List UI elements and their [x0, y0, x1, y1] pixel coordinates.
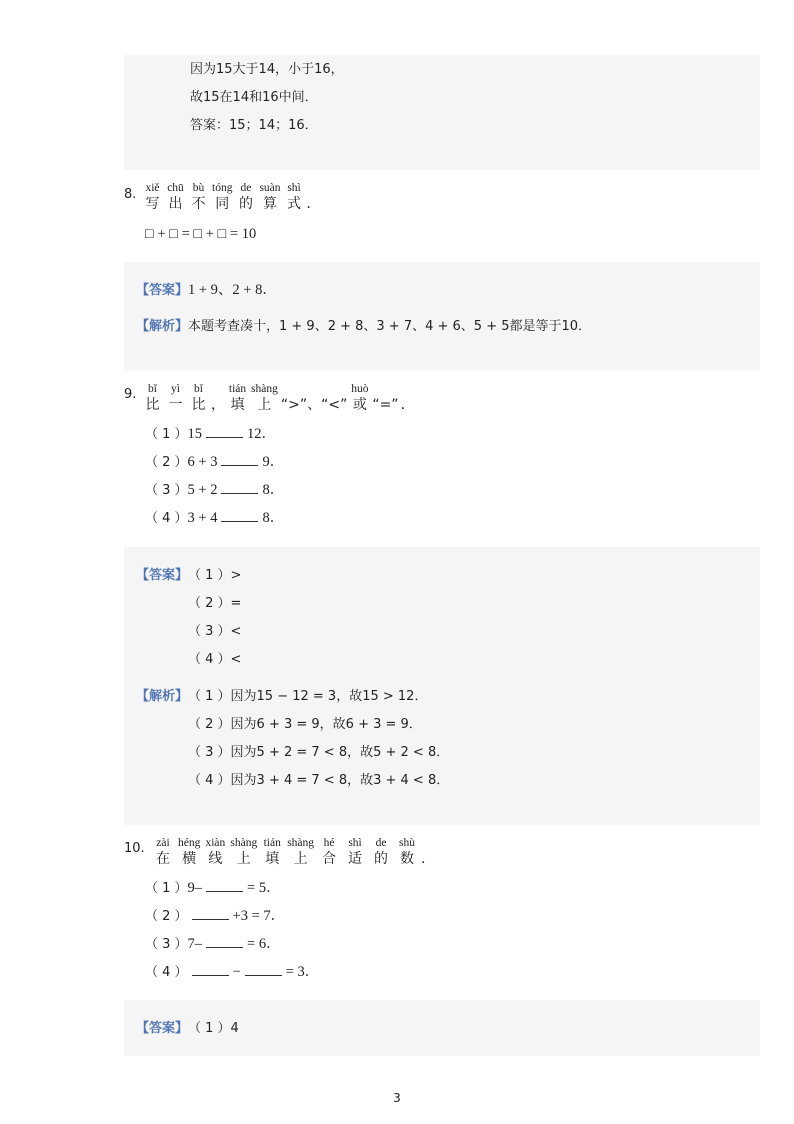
pinyin: tóng [212, 182, 233, 194]
punctuation [210, 382, 226, 414]
hanzi: 上 [257, 397, 272, 413]
question-item [145, 480, 284, 500]
analysis-text: （ 3 ）因为5 + 2 = 7 < 8，故5 + 2 < 8． [188, 745, 450, 760]
pinyin-char [257, 181, 282, 213]
pinyin: tián [228, 383, 247, 395]
pinyin-char [210, 181, 234, 213]
answer-blank [221, 510, 258, 522]
item-expression: = 6． [247, 936, 281, 952]
punctuation [306, 181, 322, 213]
pinyin: de [375, 837, 387, 849]
pinyin-char [234, 181, 257, 213]
answer-line [136, 1019, 239, 1039]
pinyin-char [176, 836, 202, 868]
hanzi: ， [211, 397, 225, 413]
item-expression: = 3． [285, 964, 320, 980]
hanzi: 写 [145, 196, 160, 212]
pinyin-char [368, 836, 394, 868]
answer-blank [206, 936, 243, 948]
answer-blank [245, 964, 282, 976]
item-label: （ 3 ） [145, 483, 188, 498]
hanzi: 一 [168, 397, 183, 413]
item-expression: 9– [187, 880, 203, 896]
pinyin-char [164, 382, 187, 414]
pinyin-char [187, 181, 210, 213]
comparison-symbols [371, 382, 399, 414]
hanzi: ． [421, 851, 436, 867]
analysis-line [136, 687, 427, 707]
analysis-line [136, 317, 591, 337]
hanzi: 上 [236, 851, 251, 867]
hanzi: 比 [191, 397, 206, 413]
pinyin-char [150, 836, 176, 868]
pinyin: shàng [230, 837, 258, 849]
hanzi: 或 [352, 397, 367, 413]
item-label: （ 1 ） [145, 427, 188, 442]
answer-blank [206, 426, 243, 438]
hanzi: 的 [238, 196, 253, 212]
hanzi: 算 [263, 196, 277, 212]
question-title-pinyin [141, 382, 416, 414]
pinyin: suàn [259, 182, 281, 194]
answer-blank [221, 454, 258, 466]
pinyin-char [187, 382, 210, 414]
pinyin-char [316, 836, 342, 868]
pinyin-char [164, 181, 187, 213]
pinyin: xiàn [205, 837, 226, 849]
question-item [145, 452, 284, 472]
answer-text: （ 3 ）< [188, 624, 242, 639]
question-item [145, 934, 281, 954]
item-expression: +3 = 7． [232, 908, 286, 924]
analysis-text: （ 2 ）因为6 + 3 = 9，故6 + 3 = 9． [188, 717, 422, 732]
pinyin: xiě [145, 182, 160, 194]
hanzi: 填 [265, 851, 280, 867]
question-item [145, 508, 284, 528]
answer-blank [192, 964, 229, 976]
pinyin-char [342, 836, 368, 868]
item-label: （ 3 ） [145, 937, 188, 952]
pinyin-char [141, 382, 164, 414]
pinyin-char [348, 382, 371, 414]
pinyin: bǐ [194, 383, 203, 395]
pinyin: huò [351, 383, 369, 395]
punctuation [420, 836, 436, 868]
item-label: （ 2 ） [145, 909, 188, 924]
question-item [145, 878, 281, 898]
pinyin-char [283, 181, 306, 213]
question-item [145, 906, 285, 926]
pinyin: shì [348, 837, 362, 849]
hanzi: 同 [215, 196, 230, 212]
pinyin: shàng [287, 837, 315, 849]
pinyin: tián [263, 837, 281, 849]
previous-answer-line: 答案：15；14；16． [190, 118, 318, 133]
pinyin: bǐ [148, 383, 157, 395]
question-number: 8. [124, 187, 137, 202]
answer-line [136, 566, 241, 586]
hanzi: “>”、“<” [280, 397, 348, 413]
previous-answer-line: 因为15大于14，小于16， [190, 62, 344, 77]
answer-label: 【答案】 [136, 283, 189, 298]
pinyin-char [202, 836, 228, 868]
item-label: （ 4 ） [145, 965, 188, 980]
answer-line [136, 280, 277, 300]
pinyin-char [141, 181, 164, 213]
minus-sign: − [232, 964, 241, 980]
pinyin: hé [323, 837, 335, 849]
hanzi: ． [306, 196, 321, 212]
pinyin: héng [178, 837, 201, 849]
answer-text: （ 1 ）> [188, 568, 242, 583]
hanzi: 不 [191, 196, 206, 212]
item-expression: 3 + 4 [187, 510, 218, 526]
pinyin: shù [399, 837, 416, 849]
item-expression: 5 + 2 [187, 482, 218, 498]
answer-label: 【答案】 [136, 568, 189, 583]
answer-label: 【答案】 [136, 1021, 189, 1036]
pinyin: zài [156, 837, 170, 849]
pinyin: bù [192, 182, 205, 194]
pinyin: chū [167, 182, 184, 194]
pinyin-char [249, 382, 280, 414]
pinyin: shì [287, 182, 301, 194]
question-item [145, 962, 319, 982]
answer-blank [192, 908, 229, 920]
hanzi: 合 [322, 851, 337, 867]
analysis-label: 【解析】 [136, 319, 189, 334]
hanzi: 横 [182, 851, 197, 867]
hanzi: 数 [400, 851, 415, 867]
question-number: 9. [124, 387, 137, 402]
question-item [145, 424, 276, 444]
punctuation [400, 382, 416, 414]
item-label: （ 1 ） [145, 881, 188, 896]
pinyin-char [259, 836, 285, 868]
hanzi: 填 [230, 397, 245, 413]
hanzi: 在 [156, 851, 170, 867]
item-expression: 8． [262, 510, 285, 526]
analysis-label: 【解析】 [136, 689, 189, 704]
item-expression: 9． [262, 454, 285, 470]
question-number: 10. [124, 841, 145, 856]
answer-blank [206, 880, 243, 892]
comparison-symbols [280, 382, 348, 414]
analysis-text: （ 1 ）因为15 − 12 = 3，故15 > 12． [188, 689, 428, 704]
hanzi: “=” [372, 397, 399, 413]
question-title-pinyin [141, 181, 322, 213]
pinyin: shàng [251, 383, 278, 395]
pinyin-char [285, 836, 316, 868]
hanzi: 线 [208, 851, 223, 867]
answer-text: （ 2 ）= [188, 596, 242, 611]
item-label: （ 4 ） [145, 511, 188, 526]
item-expression: 7– [187, 936, 203, 952]
hanzi: 比 [145, 397, 160, 413]
item-expression: = 5． [247, 880, 281, 896]
answer-blank [221, 482, 258, 494]
hanzi: 式 [287, 196, 302, 212]
item-label: （ 2 ） [145, 455, 188, 470]
item-expression: 12． [247, 426, 277, 442]
analysis-text: （ 4 ）因为3 + 4 = 7 < 8，故3 + 4 < 8． [188, 773, 450, 788]
hanzi: 上 [293, 851, 308, 867]
answer-text: （ 1 ）4 [188, 1021, 239, 1036]
page-number: 3 [393, 1091, 401, 1105]
answer-text: （ 4 ）< [188, 652, 242, 667]
pinyin: de [240, 182, 252, 194]
pinyin: yì [171, 383, 180, 395]
hanzi: 的 [374, 851, 389, 867]
previous-answer-line: 故15在14和16中间． [190, 90, 318, 105]
question-title-pinyin [150, 836, 436, 868]
answer-text: 1 + 9、2 + 8． [188, 282, 277, 298]
expression: □ + □ = □ + □ = 10 [145, 226, 257, 242]
analysis-text: 本题考查凑十，1 + 9、2 + 8、3 + 7、4 + 6、5 + 5都是等于10． [188, 319, 592, 334]
hanzi: 出 [168, 196, 183, 212]
pinyin-char [394, 836, 420, 868]
item-expression: 15 [187, 426, 203, 442]
pinyin-char [226, 382, 249, 414]
item-expression: 8． [262, 482, 285, 498]
pinyin-char [228, 836, 259, 868]
item-expression: 6 + 3 [187, 454, 218, 470]
hanzi: ． [400, 397, 415, 413]
hanzi: 适 [348, 851, 363, 867]
